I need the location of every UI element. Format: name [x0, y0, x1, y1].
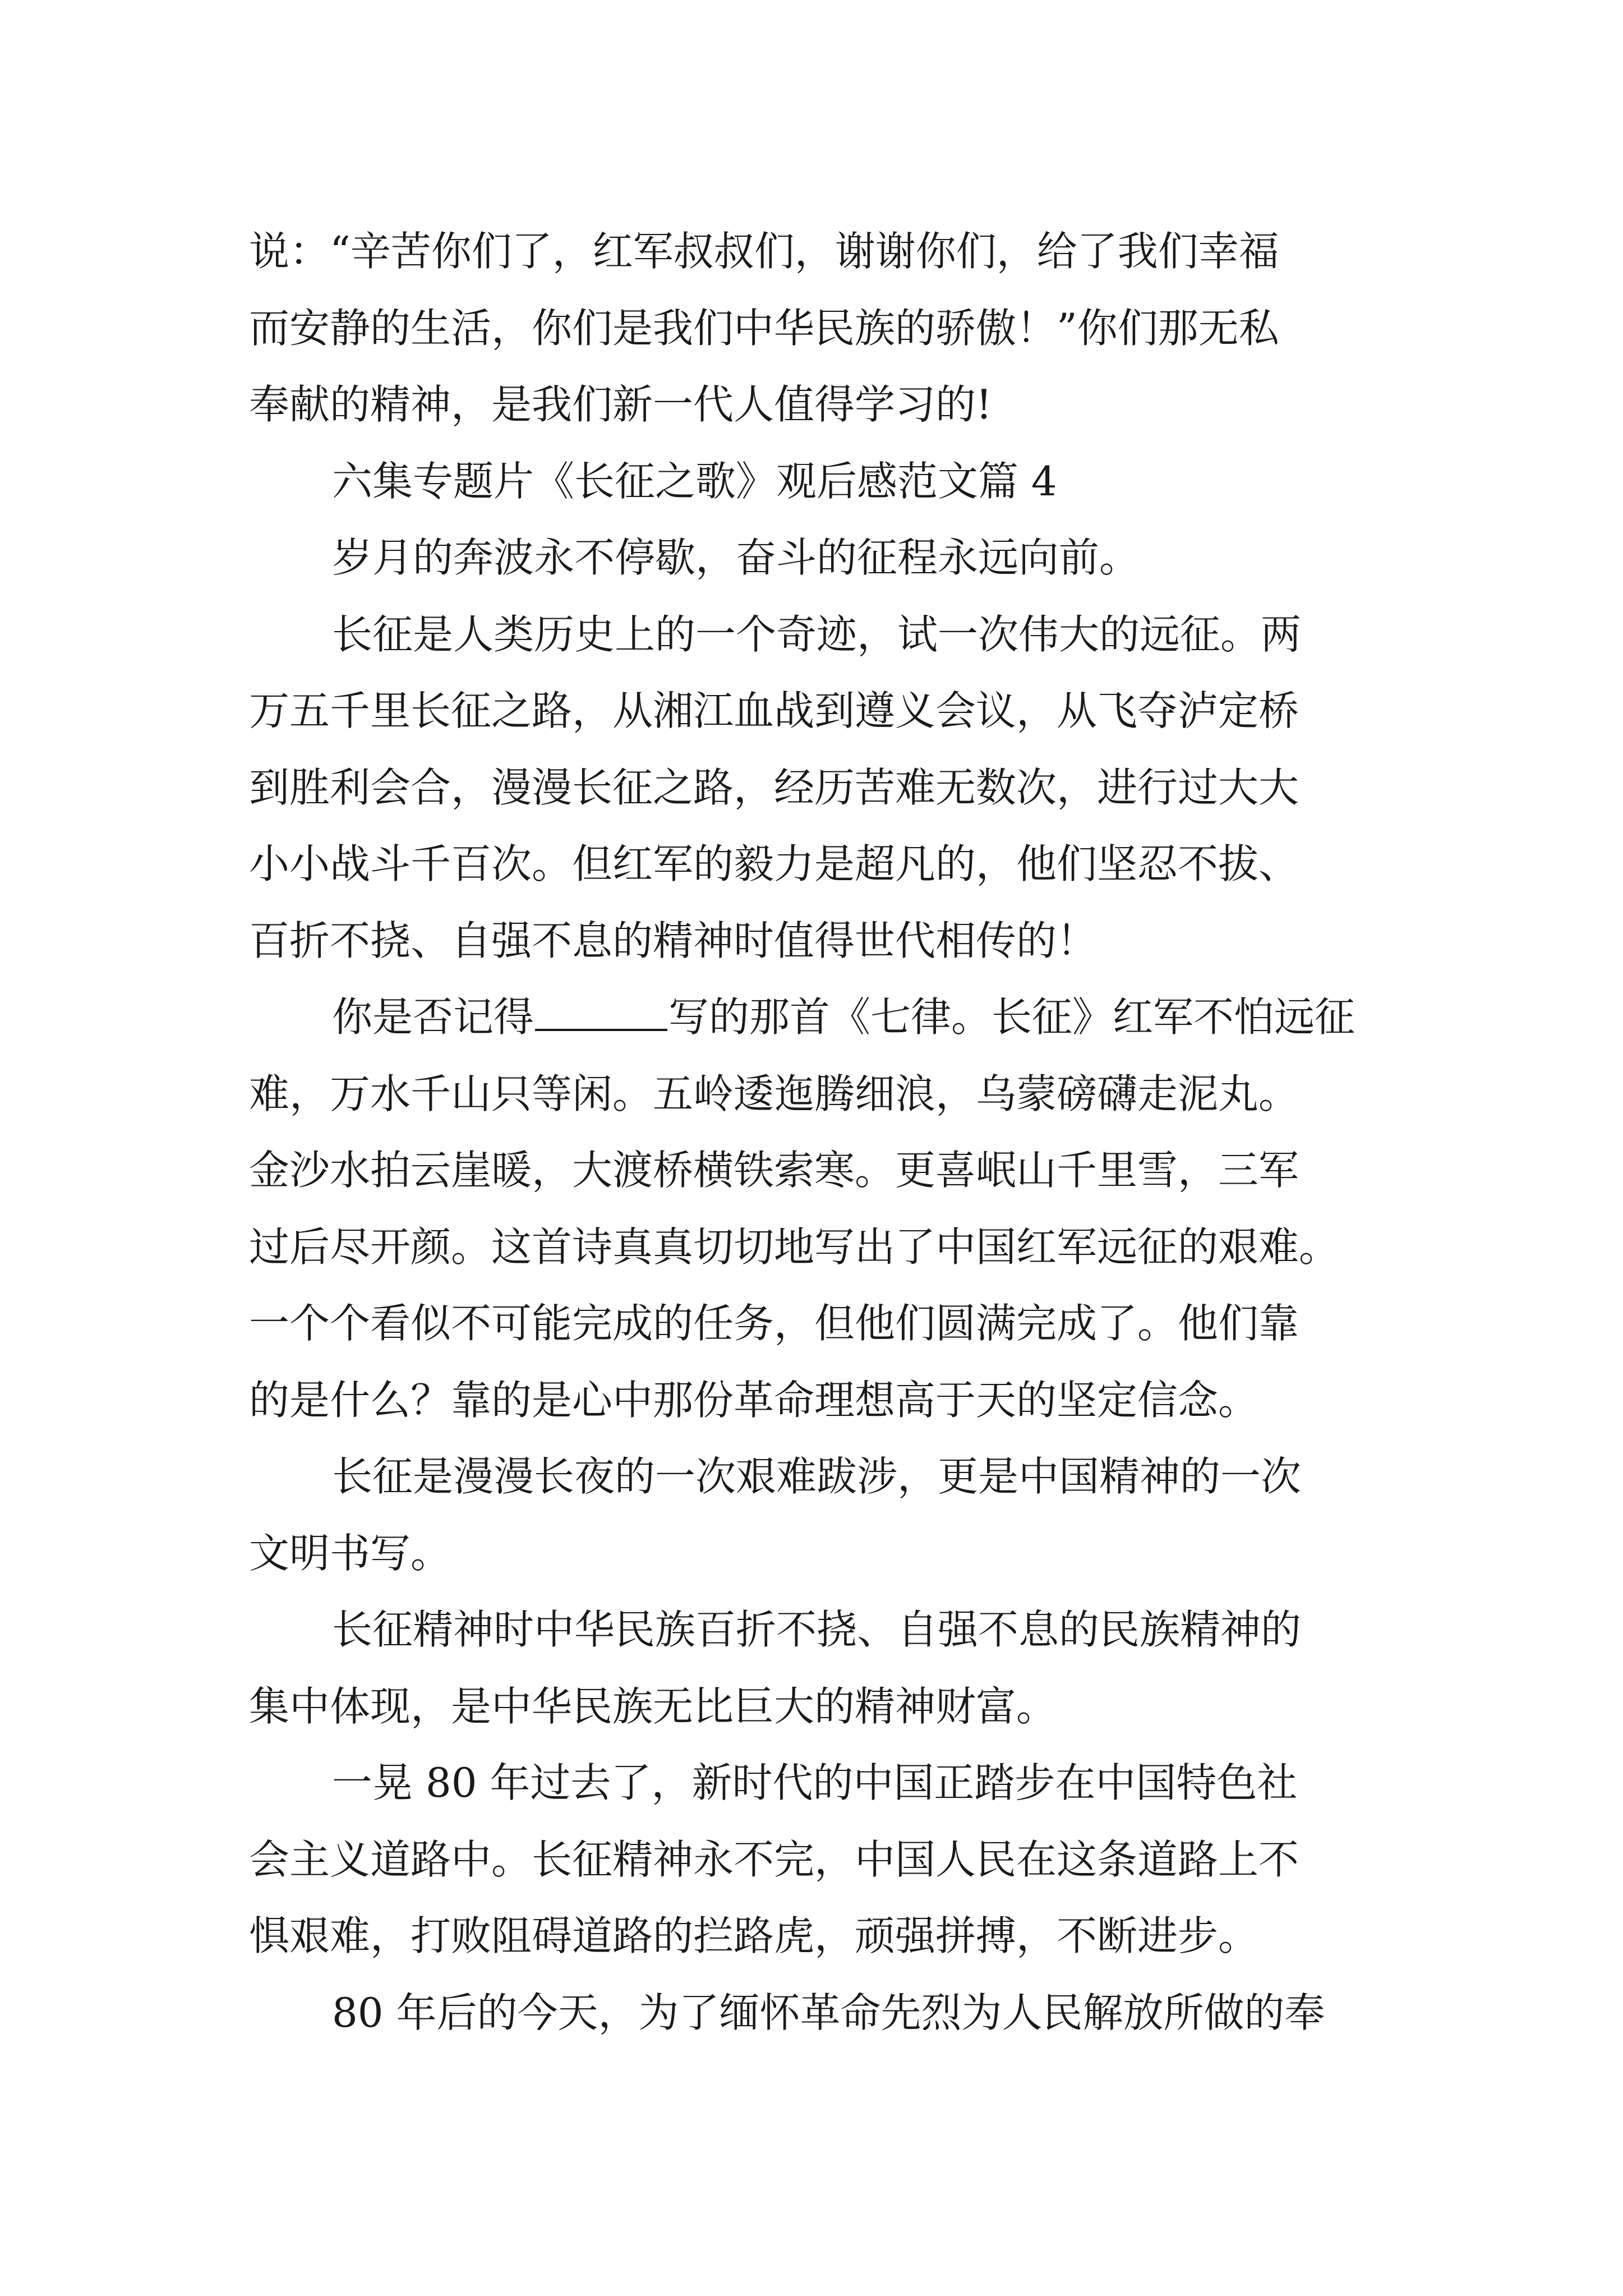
text-line: 一晃 80 年过去了，新时代的中国正踏步在中国特色社: [332, 1759, 1298, 1806]
text-line: 会主义道路中。长征精神永不完，中国人民在这条道路上不: [249, 1835, 1299, 1883]
text-line-with-blank: [249, 979, 1376, 1056]
text-line: 岁月的奔波永不停歇，奋斗的征程永远向前。: [332, 534, 1140, 581]
text-line: 长征是漫漫长夜的一次艰难跋涉，更是中国精神的一次: [332, 1453, 1302, 1500]
text-line: 而安静的生活，你们是我们中华民族的骄傲！”你们那无私: [249, 304, 1279, 352]
section-heading: 六集专题片《长征之歌》观后感范文篇 4: [332, 457, 1057, 505]
text-line: 一个个看似不可能完成的任务，但他们圆满完成了。他们靠: [249, 1300, 1299, 1347]
text-line: 说：“辛苦你们了，红军叔叔们，谢谢你们，给了我们幸福: [249, 228, 1279, 275]
text-line: 长征精神时中华民族百折不挠、自强不息的民族精神的: [332, 1606, 1302, 1653]
text-line: 到胜利会合，漫漫长征之路，经历苦难无数次，进行过大大: [249, 763, 1299, 811]
text-after-blank: 写的那首《七律。长征》红军不怕远征: [668, 993, 1355, 1041]
text-line: 文明书写。: [249, 1529, 451, 1577]
text-line: 的是什么？靠的是心中那份革命理想高于天的坚定信念。: [249, 1376, 1259, 1424]
body-text: [249, 213, 1376, 2051]
text-line: 金沙水拍云崖暖，大渡桥横铁索寒。更喜岷山千里雪，三军: [249, 1147, 1299, 1194]
text-line: 百折不挠、自强不息的精神时值得世代相传的！: [249, 917, 1098, 964]
text-line: 集中体现，是中华民族无比巨大的精神财富。: [249, 1682, 1057, 1730]
text-line: 难，万水千山只等闲。五岭逶迤腾细浪，乌蒙磅礴走泥丸。: [249, 1070, 1299, 1117]
fill-in-blank: [535, 1025, 667, 1031]
text-line: 奉献的精神，是我们新一代人值得学习的!: [249, 381, 992, 428]
text-line: 小小战斗千百次。但红军的毅力是超凡的，他们坚忍不拔、: [249, 840, 1299, 887]
text-before-blank: 你是否记得: [332, 993, 534, 1041]
text-line: 长征是人类历史上的一个奇迹，试一次伟大的远征。两: [332, 610, 1302, 658]
text-line: 过后尽开颜。这首诗真真切切地写出了中国红军远征的艰难。: [249, 1223, 1340, 1271]
text-line: 万五千里长征之路，从湘江血战到遵义会议，从飞夺泸定桥: [249, 687, 1299, 734]
text-line: 80 年后的今天，为了缅怀革命先烈为人民解放所做的奉: [332, 1989, 1325, 2036]
text-line: 惧艰难，打败阻碍道路的拦路虎，顽强拼搏，不断进步。: [249, 1912, 1259, 1959]
